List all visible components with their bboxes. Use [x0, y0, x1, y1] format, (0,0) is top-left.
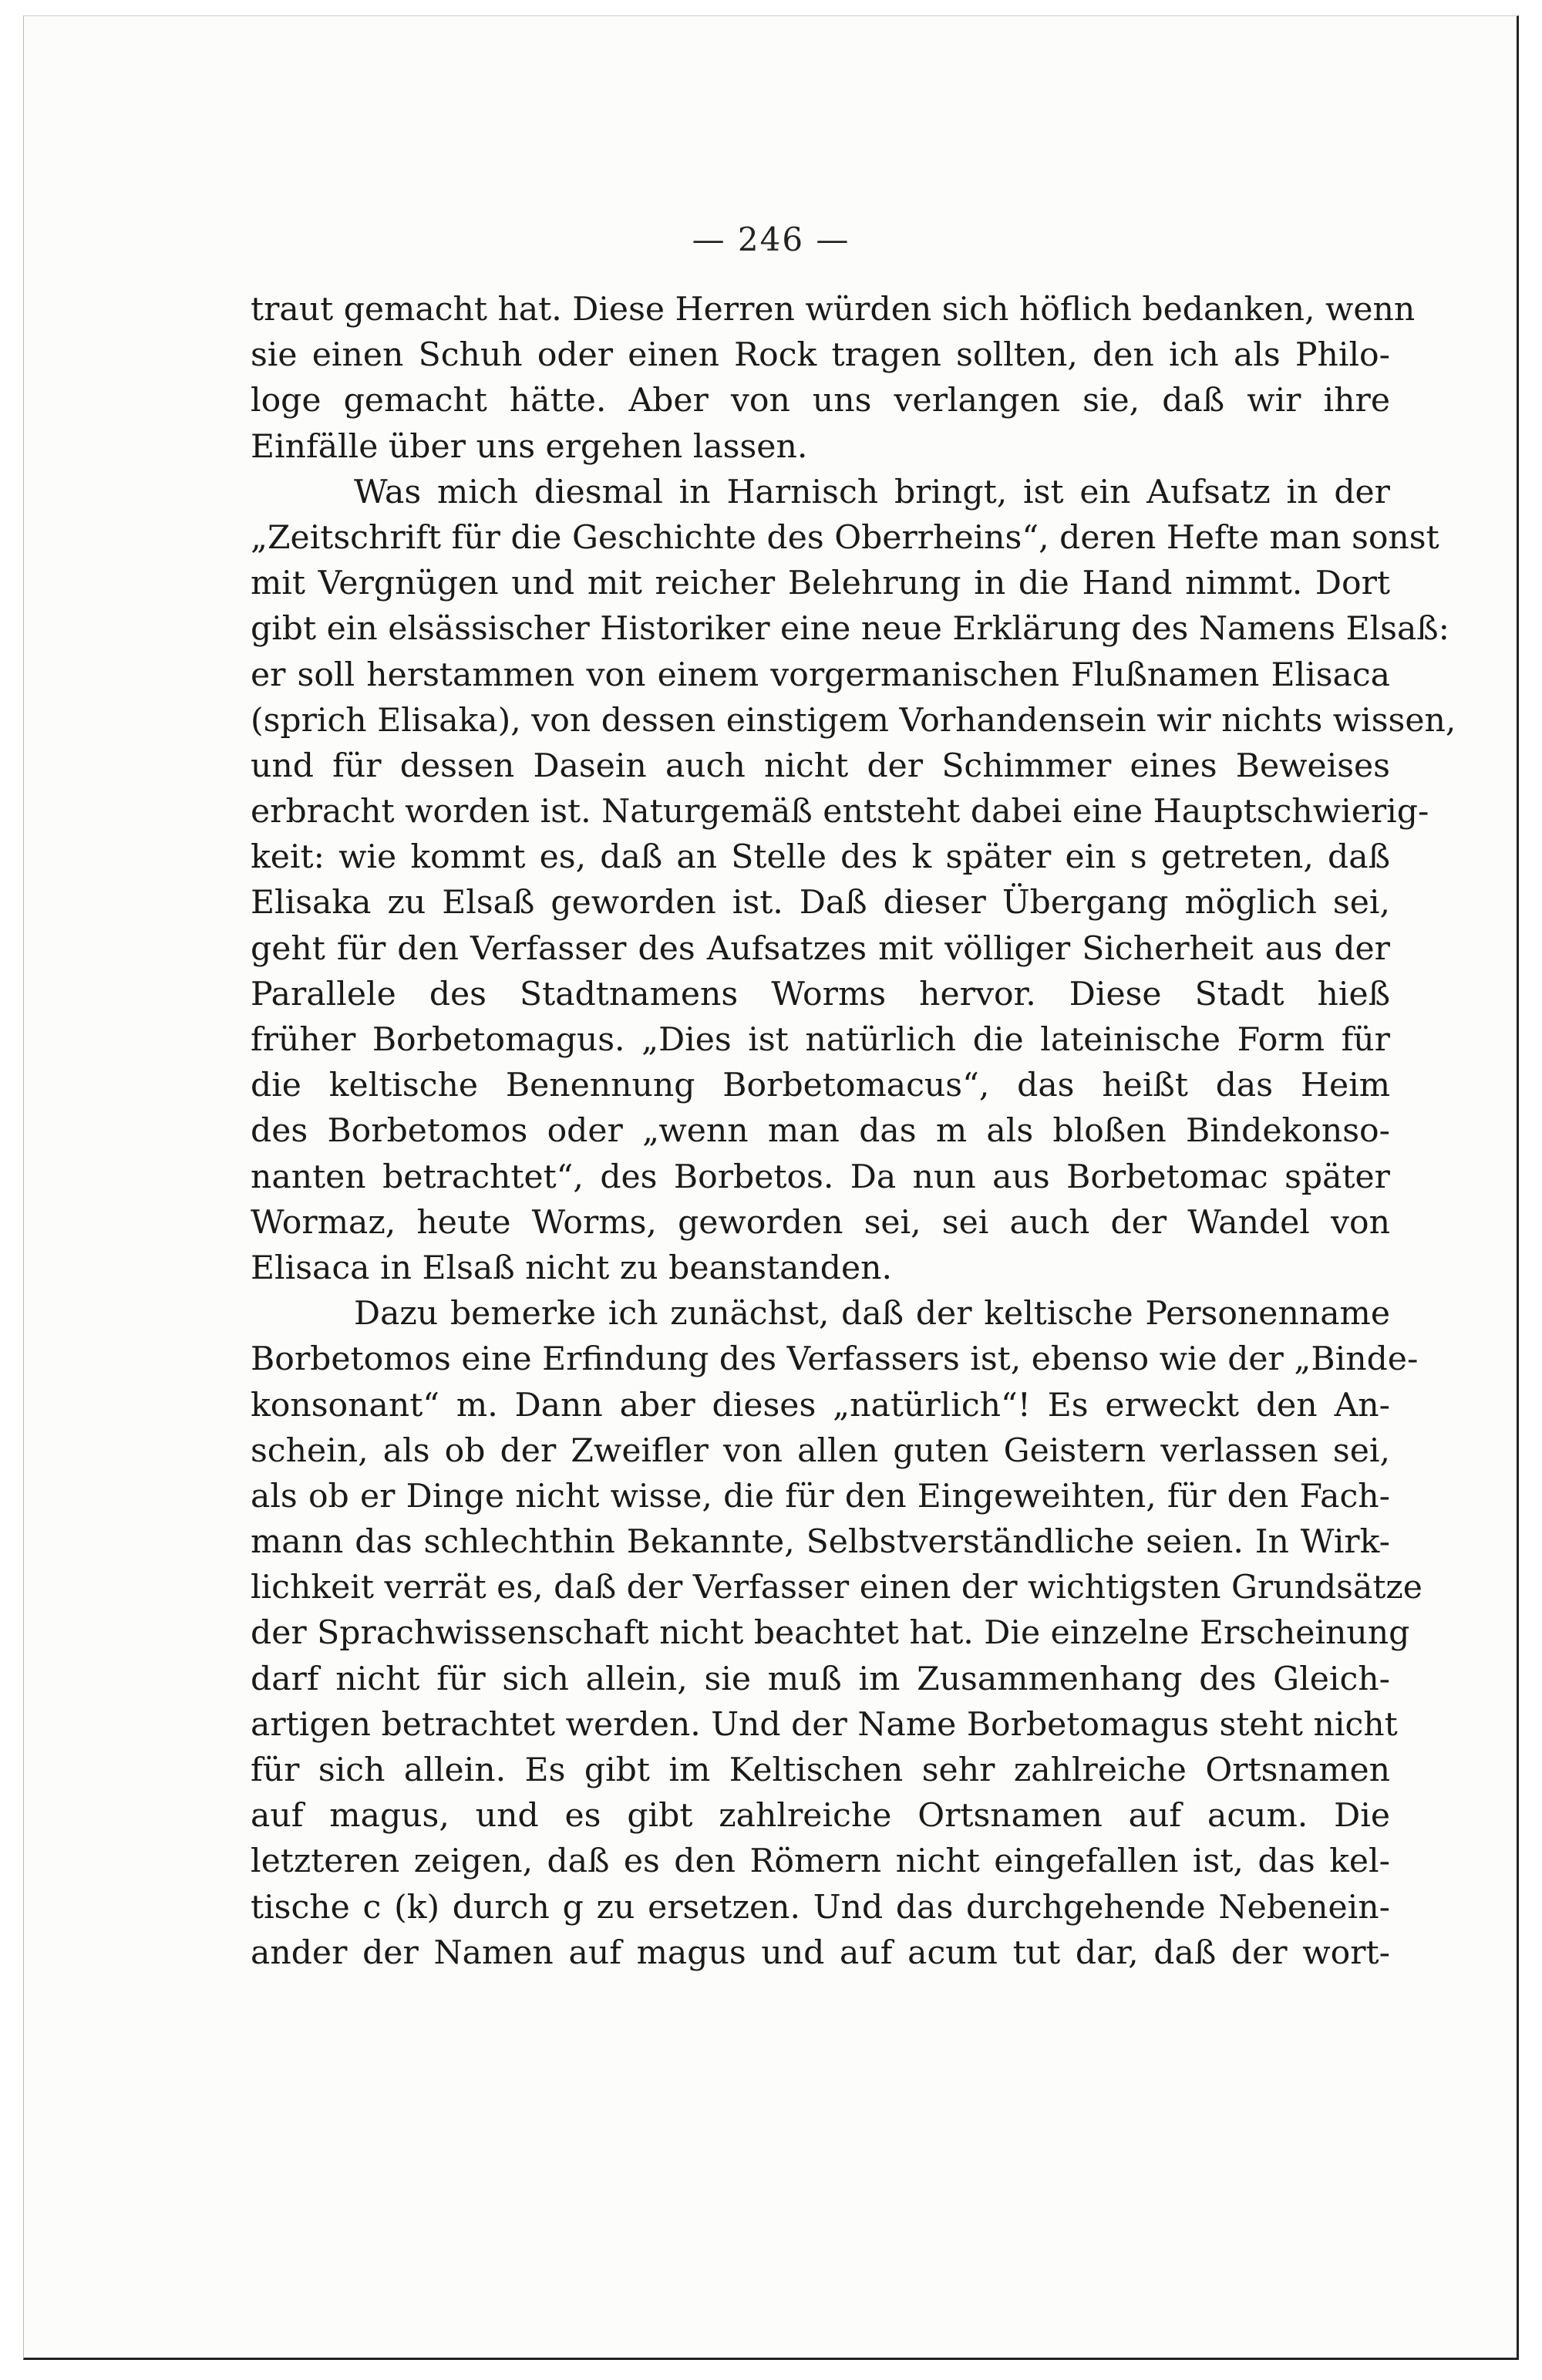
text-line: auf magus, und es gibt zahlreiche Ortsnamen auf acum. Die [251, 1797, 1390, 1836]
text-line: er soll herstammen von einem vorgermanischen Flußnamen Elisaca [251, 656, 1390, 694]
text-line: geht für den Verfasser des Aufsatzes mit völliger Sicherheit aus der [251, 929, 1390, 968]
body-text [251, 287, 1456, 1976]
text-line: mit Vergnügen und mit reicher Belehrung in die Hand nimmt. Dort [251, 565, 1390, 603]
text-line: als ob er Dinge nicht wisse, die für den Eingeweihten, für den Fach- [251, 1477, 1390, 1515]
text-line: lichkeit verrät es, daß der Verfasser einen der wichtigsten Grundsätze [251, 1569, 1422, 1607]
text-line: Wormaz, heute Worms, geworden sei, sei auch der Wandel von [251, 1203, 1390, 1242]
text-line: tische c (k) durch g zu ersetzen. Und das durchgehende Nebenein- [251, 1888, 1390, 1927]
text-line: des Borbetomos oder „wenn man das m als bloßen Bindekonso- [251, 1112, 1390, 1151]
text-line: darf nicht für sich allein, sie muß im Zusammenhang des Gleich- [251, 1660, 1390, 1698]
page-number: — 246 — [692, 221, 850, 258]
text-line: traut gemacht hat. Diese Herren würden sich höflich bedanken, wenn [251, 291, 1416, 329]
text-line: gibt ein elsässischer Historiker eine neue Erklärung des Namens Elsaß: [251, 610, 1450, 649]
text-line: die keltische Benennung Borbetomacus“, das heißt das Heim [251, 1067, 1390, 1105]
text-line: Elisaca in Elsaß nicht zu beanstanden. [251, 1249, 893, 1287]
text-line: der Sprachwissenschaft nicht beachtet hat. Die einzelne Erscheinung [251, 1614, 1410, 1653]
text-line: loge gemacht hätte. Aber von uns verlangen sie, daß wir ihre [251, 382, 1390, 420]
text-line: Was mich diesmal in Harnisch bringt, ist ein Aufsatz in der [354, 473, 1390, 511]
text-line: „Zeitschrift für die Geschichte des Oberrheins“, deren Hefte man sonst [251, 518, 1439, 557]
text-line: Parallele des Stadtnamens Worms hervor. Diese Stadt hieß [251, 975, 1390, 1013]
text-line: erbracht worden ist. Naturgemäß entsteht dabei eine Hauptschwierig- [251, 793, 1429, 831]
text-line: keit: wie kommt es, daß an Stelle des k später ein s getreten, daß [251, 838, 1390, 877]
text-line: sie einen Schuh oder einen Rock tragen sollten, den ich als Philo- [251, 336, 1390, 375]
text-line: und für dessen Dasein auch nicht der Schimmer eines Beweises [251, 747, 1390, 785]
text-line: nanten betrachtet“, des Borbetos. Da nun aus Borbetomac später [251, 1158, 1390, 1196]
text-line: Borbetomos eine Erfindung des Verfassers ist, ebenso wie der „Binde- [251, 1340, 1419, 1379]
text-line: Dazu bemerke ich zunächst, daß der keltische Personenname [354, 1295, 1390, 1333]
text-line: früher Borbetomagus. „Dies ist natürlich die lateinische Form für [251, 1021, 1390, 1059]
text-line: schein, als ob der Zweifler von allen guten Geistern verlassen sei, [251, 1431, 1390, 1470]
text-line: artigen betrachtet werden. Und der Name Borbetomagus steht nicht [251, 1705, 1398, 1744]
text-line: konsonant“ m. Dann aber dieses „natürlich“! Es erweckt den An- [251, 1386, 1390, 1424]
text-line: für sich allein. Es gibt im Keltischen sehr zahlreiche Ortsnamen [251, 1751, 1390, 1789]
text-line: mann das schlechthin Bekannte, Selbstverständliche seien. In Wirk- [251, 1523, 1390, 1562]
text-line: letzteren zeigen, daß es den Römern nicht eingefallen ist, das kel- [251, 1842, 1390, 1881]
text-line: Elisaka zu Elsaß geworden ist. Daß dieser Übergang möglich sei, [251, 884, 1390, 922]
text-line: Einfälle über uns ergehen lassen. [251, 427, 808, 466]
text-line: ander der Namen auf magus und auf acum tut dar, daß der wort- [251, 1933, 1390, 1972]
text-line: (sprich Elisaka), von dessen einstigem Vorhandensein wir nichts wissen, [251, 701, 1456, 740]
